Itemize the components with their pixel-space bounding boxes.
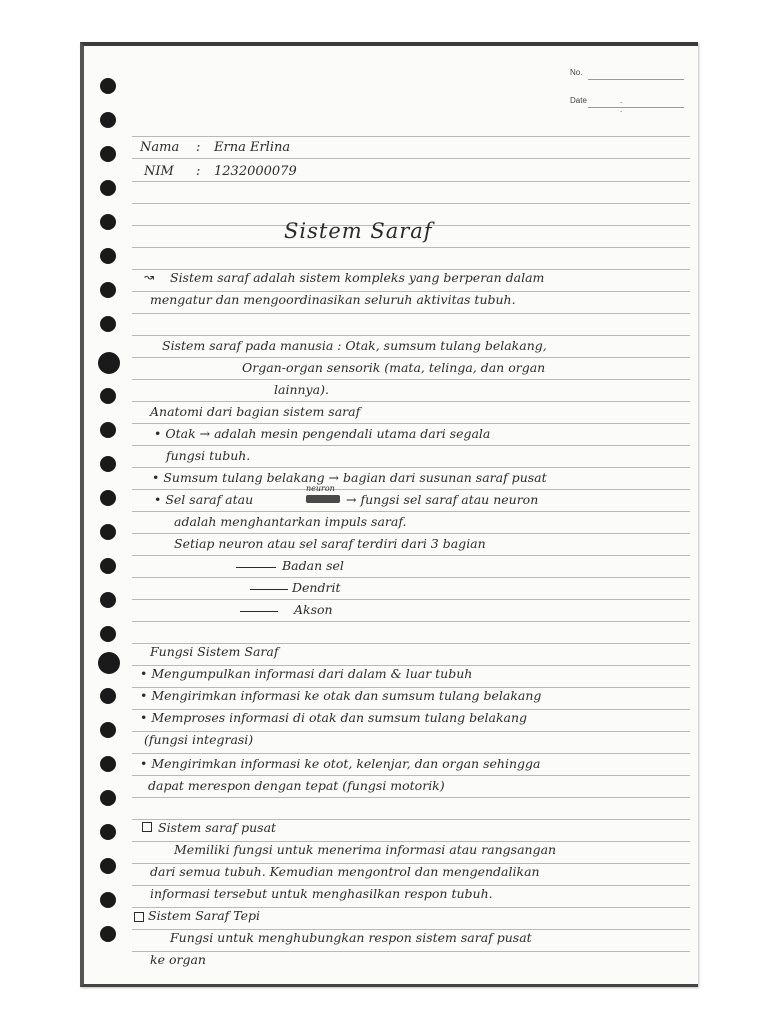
text-line: Organ-organ sensorik (mata, telinga, dan organ	[242, 360, 546, 375]
binder-hole	[100, 316, 116, 332]
text-line: fungsi tubuh.	[166, 448, 251, 463]
ruled-line	[132, 753, 690, 754]
ruled-line	[132, 335, 690, 336]
ruled-line	[132, 951, 690, 952]
bullet-box-icon	[134, 912, 144, 922]
page-title: Sistem Saraf	[284, 219, 433, 243]
binder-hole	[100, 524, 116, 540]
dash-mark	[250, 589, 288, 590]
ruled-line	[132, 379, 690, 380]
binder-hole	[98, 352, 120, 374]
notebook-paper	[80, 42, 698, 987]
text-line: ke organ	[150, 952, 206, 967]
binder-hole	[100, 858, 116, 874]
ruled-line	[132, 533, 690, 534]
text-line: Setiap neuron atau sel saraf terdiri dari 3 bagian	[174, 536, 486, 551]
text-line: Memiliki fungsi untuk menerima informasi atau rangsangan	[174, 842, 557, 857]
binder-hole	[100, 456, 116, 472]
text-line: Sistem saraf pada manusia : Otak, sumsum tulang belakang,	[162, 338, 547, 353]
name-label: Nama	[140, 140, 180, 155]
binder-hole	[100, 422, 116, 438]
binder-hole	[100, 388, 116, 404]
binder-hole	[100, 282, 116, 298]
binder-hole	[100, 112, 116, 128]
ruled-line	[132, 775, 690, 776]
text-line: (fungsi integrasi)	[144, 732, 254, 747]
ruled-line	[132, 797, 690, 798]
text-line: • Mengirimkan informasi ke otot, kelenjar, dan organ sehingga	[140, 756, 541, 771]
ruled-line	[132, 158, 690, 159]
text-line: Akson	[294, 602, 333, 617]
binder-hole	[100, 626, 116, 642]
ruled-line	[132, 401, 690, 402]
text-line: • Otak → adalah mesin pengendali utama dari segala	[154, 426, 491, 441]
binder-hole	[100, 722, 116, 738]
binder-hole	[100, 892, 116, 908]
text-line: • Memproses informasi di otak dan sumsum tulang belakang	[140, 710, 528, 725]
name-separator: :	[196, 140, 201, 155]
text-line: Sistem saraf adalah sistem kompleks yang berperan dalam	[170, 270, 545, 285]
section-heading: Fungsi Sistem Saraf	[150, 644, 279, 659]
name-value: Erna Erlina	[214, 140, 291, 155]
text-line: • Mengirimkan informasi ke otak dan sumsum tulang belakang	[140, 688, 542, 703]
binder-hole	[100, 146, 116, 162]
binder-hole	[100, 558, 116, 574]
ruled-line	[132, 357, 690, 358]
date-label: Date	[570, 96, 587, 105]
no-label: No.	[570, 68, 583, 77]
nim-value: 1232000079	[214, 164, 297, 179]
text-line: adalah menghantarkan impuls saraf.	[174, 514, 407, 529]
binder-hole	[100, 926, 116, 942]
crossed-out-word	[306, 495, 340, 503]
neuron-note: neuron	[306, 484, 335, 493]
text-line: → fungsi sel saraf atau neuron	[346, 492, 539, 507]
text-line: lainnya).	[274, 382, 329, 397]
ruled-line	[132, 577, 690, 578]
binder-hole	[100, 824, 116, 840]
binder-hole	[100, 180, 116, 196]
binder-hole	[100, 756, 116, 772]
binder-hole	[100, 214, 116, 230]
ruled-line	[132, 136, 690, 137]
text-line: dari semua tubuh. Kemudian mengontrol dan mengendalikan	[150, 864, 540, 879]
arrow-icon: ↝	[144, 270, 155, 284]
ruled-line	[132, 203, 690, 204]
ruled-line	[132, 181, 690, 182]
binder-hole	[100, 592, 116, 608]
ruled-line	[132, 467, 690, 468]
ruled-line	[132, 247, 690, 248]
binder-hole	[100, 790, 116, 806]
bullet-box-icon	[142, 822, 152, 832]
text-line: • Sel saraf atau	[154, 492, 254, 507]
binder-hole	[100, 688, 116, 704]
nim-label: NIM	[144, 164, 174, 179]
ruled-line	[132, 621, 690, 622]
text-line: Dendrit	[292, 580, 341, 595]
ruled-line	[132, 511, 690, 512]
ruled-line	[132, 313, 690, 314]
text-line: Fungsi untuk menghubungkan respon sistem saraf pusat	[170, 930, 532, 945]
binder-holes	[84, 46, 144, 984]
ruled-line	[132, 599, 690, 600]
text-line: mengatur dan mengoordinasikan seluruh aktivitas tubuh.	[150, 292, 516, 307]
ruled-line	[132, 489, 690, 490]
ruled-line	[132, 423, 690, 424]
text-line: • Sumsum tulang belakang → bagian dari susunan saraf pusat	[152, 470, 547, 485]
section-heading: Anatomi dari bagian sistem saraf	[150, 404, 361, 419]
ruled-line	[132, 555, 690, 556]
date-dots: . .	[620, 96, 647, 114]
text-line: informasi tersebut untuk menghasilkan respon tubuh.	[150, 886, 493, 901]
no-field	[570, 68, 582, 77]
dash-mark	[236, 567, 276, 568]
section-heading: Sistem Saraf Tepi	[148, 908, 261, 923]
text-line: dapat merespon dengan tepat (fungsi motorik)	[148, 778, 445, 793]
dash-mark	[240, 611, 278, 612]
binder-hole	[100, 78, 116, 94]
binder-hole	[98, 652, 120, 674]
date-field	[570, 96, 647, 114]
text-line: • Mengumpulkan informasi dari dalam & luar tubuh	[140, 666, 473, 681]
binder-hole	[100, 248, 116, 264]
binder-hole	[100, 490, 116, 506]
nim-separator: :	[196, 164, 201, 179]
text-line: Badan sel	[282, 558, 344, 573]
section-heading: Sistem saraf pusat	[158, 820, 277, 835]
ruled-line	[132, 445, 690, 446]
